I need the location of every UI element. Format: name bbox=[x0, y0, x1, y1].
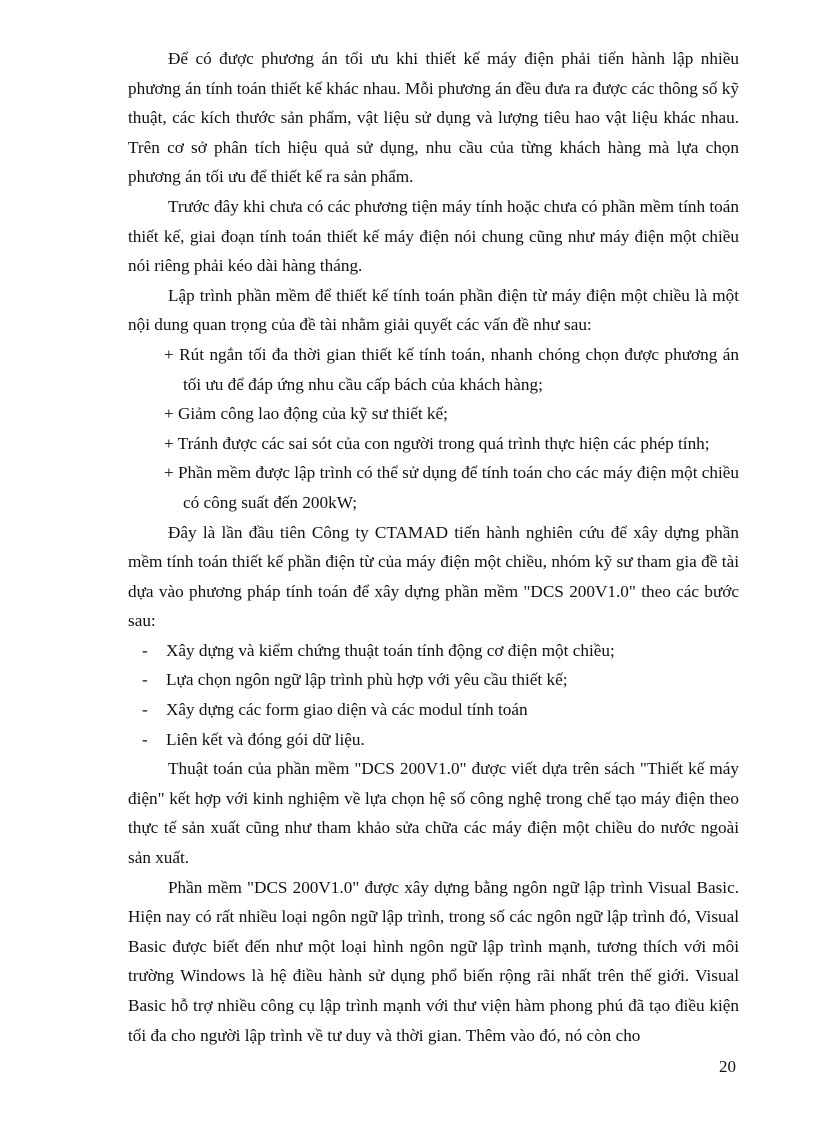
dash-marker: - bbox=[142, 640, 148, 660]
paragraph-ctamad-steps: Đây là lần đầu tiên Công ty CTAMAD tiến hành nghiên cứu để xây dựng phần mềm tính toán thiết kế phần điện từ của máy điện một chiều, nhóm kỹ sư tham gia đề tài dựa vào phương pháp tính toán để xây dựng phần mềm "DCS 200V1.0" theo các bước sau: bbox=[128, 522, 739, 631]
goal-item: + Rút ngắn tối đa thời gian thiết kế tính toán, nhanh chóng chọn được phương án tối ưu để đáp ứng nhu cầu cấp bách của khách hàng; bbox=[164, 344, 739, 394]
paragraph-software-goals: Lập trình phần mềm để thiết kế tính toán phần điện từ máy điện một chiều là một nội dung quan trọng của đề tài nhằm giải quyết các vấn đề như sau: bbox=[128, 285, 739, 335]
dash-marker: - bbox=[142, 670, 148, 690]
dash-marker: - bbox=[142, 729, 148, 749]
steps-list bbox=[128, 636, 739, 754]
step-item bbox=[128, 695, 739, 725]
step-text: Xây dựng các form giao diện và các modul tính toán bbox=[166, 700, 528, 720]
dash-marker: - bbox=[142, 700, 148, 720]
step-item bbox=[128, 665, 739, 695]
paragraph-past-duration: Trước đây khi chưa có các phương tiện máy tính hoặc chưa có phần mềm tính toán thiết kế, giai đoạn tính toán thiết kế máy điện nói chung cũng như máy điện một chiều nói riêng phải kéo dài hàng tháng. bbox=[128, 196, 739, 276]
step-text: Liên kết và đóng gói dữ liệu. bbox=[166, 729, 365, 749]
step-text: Lựa chọn ngôn ngữ lập trình phù hợp với yêu cầu thiết kế; bbox=[166, 670, 568, 690]
paragraph-algorithm: Thuật toán của phần mềm "DCS 200V1.0" được viết dựa trên sách "Thiết kế máy điện" kết hợp với kinh nghiệm về lựa chọn hệ số công nghệ trong chế tạo máy điện theo thực tế sản xuất cũng như tham khảo sửa chữa các máy điện một chiều do nước ngoài sản xuất. bbox=[128, 759, 739, 868]
paragraph-design-options: Để có được phương án tối ưu khi thiết kế máy điện phải tiến hành lập nhiều phương án tính toán thiết kế khác nhau. Mỗi phương án đều đưa ra được các thông số kỹ thuật, các kích thước sản phẩm, vật liệu sử dụng và lượng tiêu hao vật liệu khác nhau. Trên cơ sở phân tích hiệu quả sử dụng, nhu cầu của từng khách hàng mà lựa chọn phương án tối ưu để thiết kế ra sản phẩm. bbox=[128, 49, 739, 187]
step-item bbox=[128, 636, 739, 666]
goal-item: + Tránh được các sai sót của con người trong quá trình thực hiện các phép tính; bbox=[164, 433, 710, 453]
goal-item: + Phần mềm được lập trình có thể sử dụng để tính toán cho các máy điện một chiều có công suất đến 200kW; bbox=[164, 463, 739, 512]
goal-item: + Giảm công lao động của kỹ sư thiết kế; bbox=[164, 404, 448, 424]
page-number: 20 bbox=[719, 1057, 736, 1076]
goals-list bbox=[164, 340, 739, 518]
step-text: Xây dựng và kiểm chứng thuật toán tính động cơ điện một chiều; bbox=[166, 640, 615, 660]
paragraph-visual-basic: Phần mềm "DCS 200V1.0" được xây dựng bằng ngôn ngữ lập trình Visual Basic. Hiện nay có rất nhiều loại ngôn ngữ lập trình, trong số các ngôn ngữ lập trình đó, Visual Basic được biết đến như một loại hình ngôn ngữ lập trình mạnh, tương thích với môi trường Windows là hệ điều hành sử dụng phổ biến rộng rãi nhất trên thế giới. Visual Basic hỗ trợ nhiều công cụ lập trình mạnh với thư viện hàm phong phú đã tạo điều kiện tối đa cho người lập trình về tư duy và thời gian. Thêm vào đó, nó còn cho bbox=[128, 877, 739, 1045]
step-item bbox=[128, 725, 739, 755]
page-body bbox=[128, 44, 739, 1050]
